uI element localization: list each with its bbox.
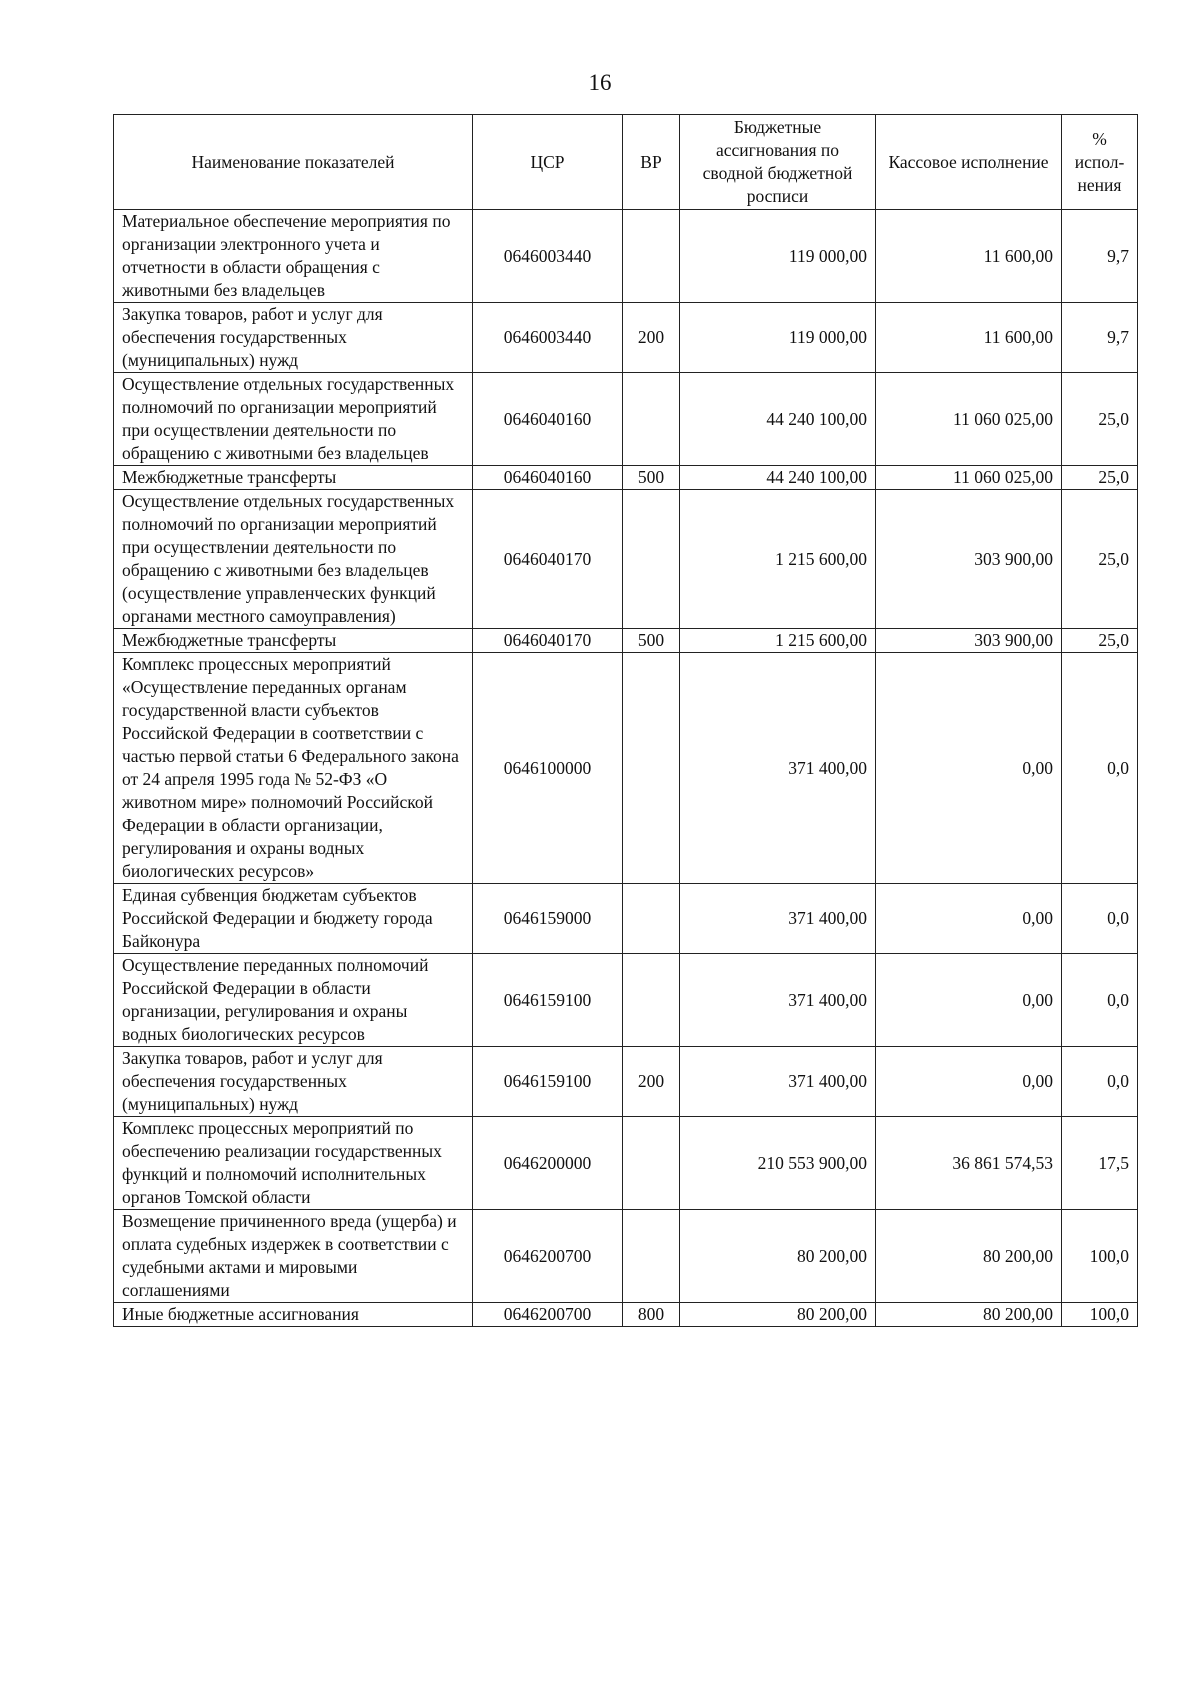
row-allocations: 371 400,00 [680,954,876,1047]
row-percent: 100,0 [1062,1303,1138,1327]
row-name: Межбюджетные трансферты [114,466,473,490]
table-row [114,1047,1138,1117]
row-name: Закупка товаров, работ и услуг для обеспечения государственных (муниципальных) нужд [114,303,473,373]
row-percent: 0,0 [1062,884,1138,954]
table-row [114,653,1138,884]
row-percent: 25,0 [1062,466,1138,490]
row-allocations: 1 215 600,00 [680,629,876,653]
header-percent: % испол-нения [1062,115,1138,210]
row-csr: 0646200000 [473,1117,623,1210]
row-name: Комплекс процессных мероприятий по обеспечению реализации государственных функций и полномочий исполнительных органов Томской области [114,1117,473,1210]
row-csr: 0646040160 [473,373,623,466]
row-csr: 0646040160 [473,466,623,490]
row-percent: 25,0 [1062,373,1138,466]
row-vr: 800 [623,1303,680,1327]
header-name: Наименование показателей [114,115,473,210]
row-vr: 500 [623,629,680,653]
row-vr [623,490,680,629]
table-row [114,303,1138,373]
table-row [114,954,1138,1047]
row-allocations: 44 240 100,00 [680,466,876,490]
row-cash-execution: 303 900,00 [876,490,1062,629]
row-allocations: 1 215 600,00 [680,490,876,629]
row-cash-execution: 11 060 025,00 [876,466,1062,490]
row-allocations: 80 200,00 [680,1303,876,1327]
row-vr [623,1210,680,1303]
table-row [114,1210,1138,1303]
row-cash-execution: 303 900,00 [876,629,1062,653]
header-cash-execution: Кассовое исполнение [876,115,1062,210]
row-allocations: 44 240 100,00 [680,373,876,466]
row-allocations: 80 200,00 [680,1210,876,1303]
row-name: Иные бюджетные ассигнования [114,1303,473,1327]
row-vr [623,884,680,954]
row-cash-execution: 0,00 [876,1047,1062,1117]
row-percent: 9,7 [1062,303,1138,373]
table-header-row [114,115,1138,210]
row-vr: 200 [623,303,680,373]
row-cash-execution: 0,00 [876,884,1062,954]
row-vr: 200 [623,1047,680,1117]
row-cash-execution: 80 200,00 [876,1210,1062,1303]
row-name: Закупка товаров, работ и услуг для обеспечения государственных (муниципальных) нужд [114,1047,473,1117]
header-vr: ВР [623,115,680,210]
row-name: Комплекс процессных мероприятий «Осуществление переданных органам государственной власти субъектов Российской Федерации в соответствии с частью первой статьи 6 Федерального закона от 24 апреля 1995 года № 52-ФЗ «О животном мире» полномочий Российской Федерации в области организации, регулирования и охраны водных биологических ресурсов» [114,653,473,884]
row-percent: 0,0 [1062,954,1138,1047]
row-vr [623,1117,680,1210]
table-row [114,629,1138,653]
row-csr: 0646040170 [473,490,623,629]
header-allocations: Бюджетные ассигнования по сводной бюджетной росписи [680,115,876,210]
budget-execution-table [113,114,1138,1327]
row-name: Возмещение причиненного вреда (ущерба) и оплата судебных издержек в соответствии с судебными актами и мировыми соглашениями [114,1210,473,1303]
row-name: Осуществление отдельных государственных полномочий по организации мероприятий при осуществлении деятельности по обращению с животными без владельцев [114,373,473,466]
row-csr: 0646200700 [473,1303,623,1327]
row-csr: 0646200700 [473,1210,623,1303]
row-cash-execution: 11 600,00 [876,210,1062,303]
row-allocations: 371 400,00 [680,1047,876,1117]
row-name: Осуществление отдельных государственных полномочий по организации мероприятий при осуществлении деятельности по обращению с животными без владельцев (осуществление управленческих функций органами местного самоуправления) [114,490,473,629]
row-cash-execution: 11 600,00 [876,303,1062,373]
table-row [114,884,1138,954]
row-name: Единая субвенция бюджетам субъектов Российской Федерации и бюджету города Байконура [114,884,473,954]
table-row [114,1303,1138,1327]
row-allocations: 371 400,00 [680,884,876,954]
header-csr: ЦСР [473,115,623,210]
row-csr: 0646159100 [473,954,623,1047]
row-vr [623,210,680,303]
row-percent: 17,5 [1062,1117,1138,1210]
row-name: Межбюджетные трансферты [114,629,473,653]
page-number: 16 [588,70,612,95]
table-row [114,373,1138,466]
row-vr: 500 [623,466,680,490]
row-csr: 0646040170 [473,629,623,653]
row-percent: 25,0 [1062,629,1138,653]
row-csr: 0646003440 [473,303,623,373]
row-percent: 9,7 [1062,210,1138,303]
row-csr: 0646159100 [473,1047,623,1117]
row-percent: 100,0 [1062,1210,1138,1303]
row-percent: 0,0 [1062,653,1138,884]
row-vr [623,373,680,466]
row-csr: 0646159000 [473,884,623,954]
row-csr: 0646003440 [473,210,623,303]
row-cash-execution: 11 060 025,00 [876,373,1062,466]
row-percent: 25,0 [1062,490,1138,629]
table-row [114,1117,1138,1210]
table-row [114,466,1138,490]
row-allocations: 119 000,00 [680,210,876,303]
row-name: Материальное обеспечение мероприятия по организации электронного учета и отчетности в области обращения с животными без владельцев [114,210,473,303]
row-cash-execution: 0,00 [876,653,1062,884]
row-csr: 0646100000 [473,653,623,884]
table-row [114,210,1138,303]
row-vr [623,653,680,884]
row-vr [623,954,680,1047]
table-row [114,490,1138,629]
row-allocations: 371 400,00 [680,653,876,884]
row-cash-execution: 80 200,00 [876,1303,1062,1327]
row-cash-execution: 36 861 574,53 [876,1117,1062,1210]
row-name: Осуществление переданных полномочий Российской Федерации в области организации, регулирования и охраны водных биологических ресурсов [114,954,473,1047]
row-allocations: 119 000,00 [680,303,876,373]
row-allocations: 210 553 900,00 [680,1117,876,1210]
row-percent: 0,0 [1062,1047,1138,1117]
row-cash-execution: 0,00 [876,954,1062,1047]
